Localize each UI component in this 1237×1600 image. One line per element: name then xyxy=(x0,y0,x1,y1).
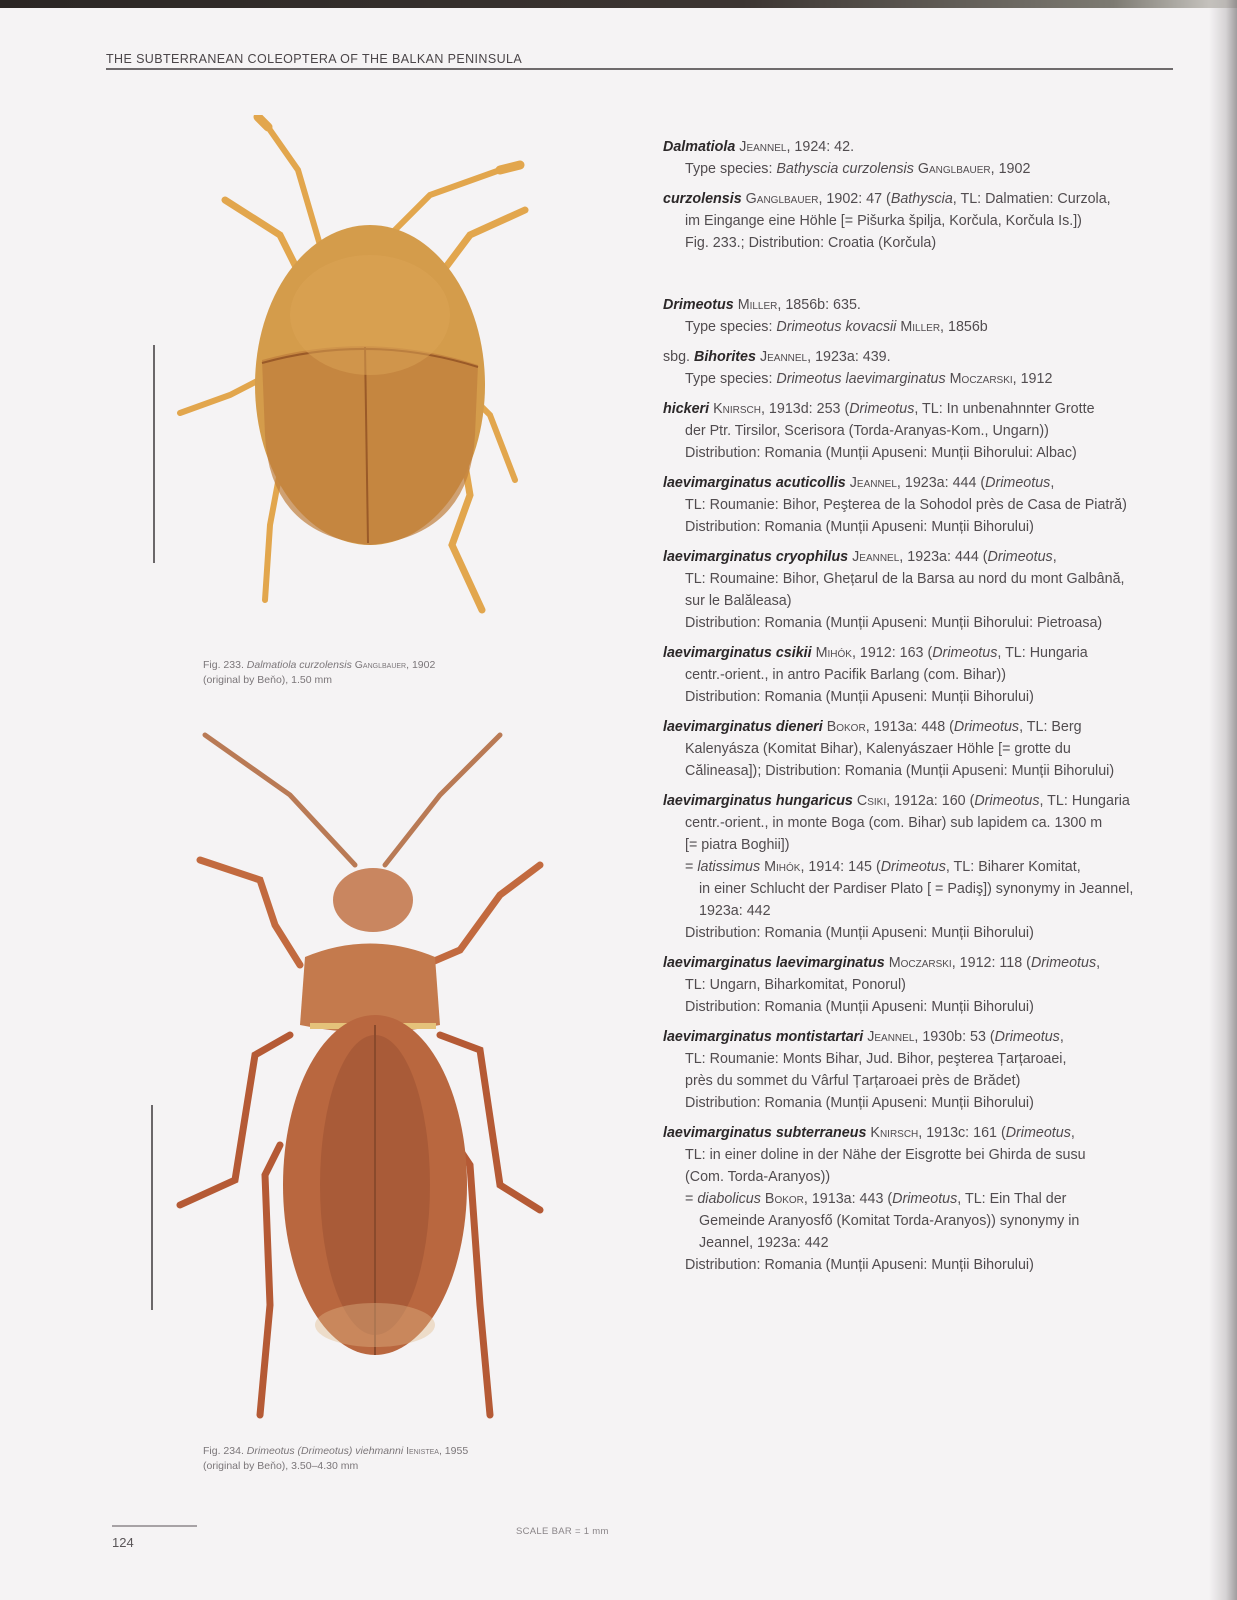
entry-montistartari: laevimarginatus montistartari Jeannel, 1930b: 53 (Drimeotus, TL: Roumanie: Monts Bihar, Jud. Bihor, peşterea Țarțaroaei, près du sommet du Vârful Țarțaroaei près de Brădet) Distribution: Romania (Munții Apuseni: Munții Bihorului) xyxy=(663,1029,1067,1111)
taxonomic-catalogue xyxy=(663,136,1183,1284)
entry-acuticollis: laevimarginatus acuticollis Jeannel, 1923a: 444 (Drimeotus, TL: Roumanie: Bihor, Peşterea de la Sohodol près de Casa de Piatră) Distribution: Romania (Munții Apuseni: Munții Bihorului) xyxy=(663,475,1127,535)
scale-bar-fig234 xyxy=(151,1105,153,1310)
beetle-illustration-fig233 xyxy=(170,115,550,615)
entry-cryophilus: laevimarginatus cryophilus Jeannel, 1923a: 444 (Drimeotus, TL: Roumaine: Bihor, Ghețarul de la Barsa au nord du mont Galbână, sur le Balăleasa) Distribution: Romania (Munții Apuseni: Munții Bihorului: Pietroasa) xyxy=(663,549,1125,631)
entry-bihorites: sbg. Bihorites Jeannel, 1923a: 439. Type species: Drimeotus laevimarginatus Moczarski, 1912 xyxy=(663,349,1053,387)
entry-hungaricus: laevimarginatus hungaricus Csiki, 1912a: 160 (Drimeotus, TL: Hungaria centr.-orient., in monte Boga (com. Bihar) sub lapidem ca. 1300 m [= piatra Boghii]) = latissimus Mihók, 1914: 145 (Drimeotus, TL: Biharer Komitat, in einer Schlucht der Pardiser Plato [ = Padiş]) synonymy in Jeannel, 1923a: 442 Distribution: Romania (Munții Apuseni: Munții Bihorului) xyxy=(663,790,1183,944)
entry-laevimarginatus: laevimarginatus laevimarginatus Moczarski, 1912: 118 (Drimeotus, TL: Ungarn, Biharkomitat, Ponorul) Distribution: Romania (Munții Apuseni: Munții Bihorului) xyxy=(663,955,1101,1015)
synonym-diabolicus: = diabolicus Bokor, 1913a: 443 (Drimeotus, TL: Ein Thal der xyxy=(685,1191,1067,1207)
figure-caption-233: Fig. 233. Dalmatiola curzolensis Ganglbauer, 1902 (original by Beňo), 1.50 mm xyxy=(203,659,436,686)
entry-drimeotus: Drimeotus Miller, 1856b: 635. Type species: Drimeotus kovacsii Miller, 1856b xyxy=(663,297,988,335)
synonym-latissimus: = latissimus Mihók, 1914: 145 (Drimeotus, TL: Biharer Komitat, xyxy=(685,859,1081,875)
scale-bar-fig233 xyxy=(153,345,155,563)
footer-rule xyxy=(112,1525,197,1527)
entry-subterraneus: laevimarginatus subterraneus Knirsch, 1913c: 161 (Drimeotus, TL: in einer doline in der Nähe der Eisgrotte bei Ghirda de susu (Com. Torda-Aranyos)) = diabolicus Bokor, 1913a: 443 (Drimeotus, TL: Ein Thal der Gemeinde Aranyosfő (Komitat Torda-Aranyos)) synonymy in Jeannel, 1923a: 442 Distribution: Romania (Munții Apuseni: Munții Bihorului) xyxy=(663,1122,1183,1276)
page-gutter-shadow xyxy=(1209,0,1237,1600)
header-rule xyxy=(106,68,1173,70)
figure-caption-234: Fig. 234. Drimeotus (Drimeotus) viehmanni Ienistea, 1955 (original by Beňo), 3.50–4.30 mm xyxy=(203,1445,469,1472)
running-head: THE SUBTERRANEAN COLEOPTERA OF THE BALKAN PENINSULA xyxy=(106,52,523,66)
entry-dieneri: laevimarginatus dieneri Bokor, 1913a: 448 (Drimeotus, TL: Berg Kalenyásza (Komitat Bihar), Kalenyászaer Höhle [= grotte du Călineasa]); Distribution: Romania (Munții Apuseni: Munții Bihorului) xyxy=(663,719,1115,779)
entry-dalmatiola: Dalmatiola Jeannel, 1924: 42. Type species: Bathyscia curzolensis Ganglbauer, 1902 xyxy=(663,139,1031,177)
entry-hickeri: hickeri Knirsch, 1913d: 253 (Drimeotus, TL: In unbenahnnter Grotte der Ptr. Tirsilor, Scerisora (Torda-Aranyas-Kom., Ungarn)) Distribution: Romania (Munții Apuseni: Munții Bihorului: Albac) xyxy=(663,401,1095,461)
page-number: 124 xyxy=(112,1535,134,1550)
scan-top-edge xyxy=(0,0,1237,8)
entry-csikii: laevimarginatus csikii Mihók, 1912: 163 (Drimeotus, TL: Hungaria centr.-orient., in antro Pacifik Barlang (com. Bihar)) Distribution: Romania (Munții Apuseni: Munții Bihorului) xyxy=(663,645,1088,705)
scale-bar-note: SCALE BAR = 1 mm xyxy=(516,1526,609,1537)
entry-curzolensis: curzolensis Ganglbauer, 1902: 47 (Bathyscia, TL: Dalmatien: Curzola, im Eingange eine Höhle [= Pišurka špilja, Korčula, Korčula Is.]) Fig. 233.; Distribution: Croatia (Korčula) xyxy=(663,191,1111,251)
beetle-illustration-fig234 xyxy=(170,725,550,1425)
